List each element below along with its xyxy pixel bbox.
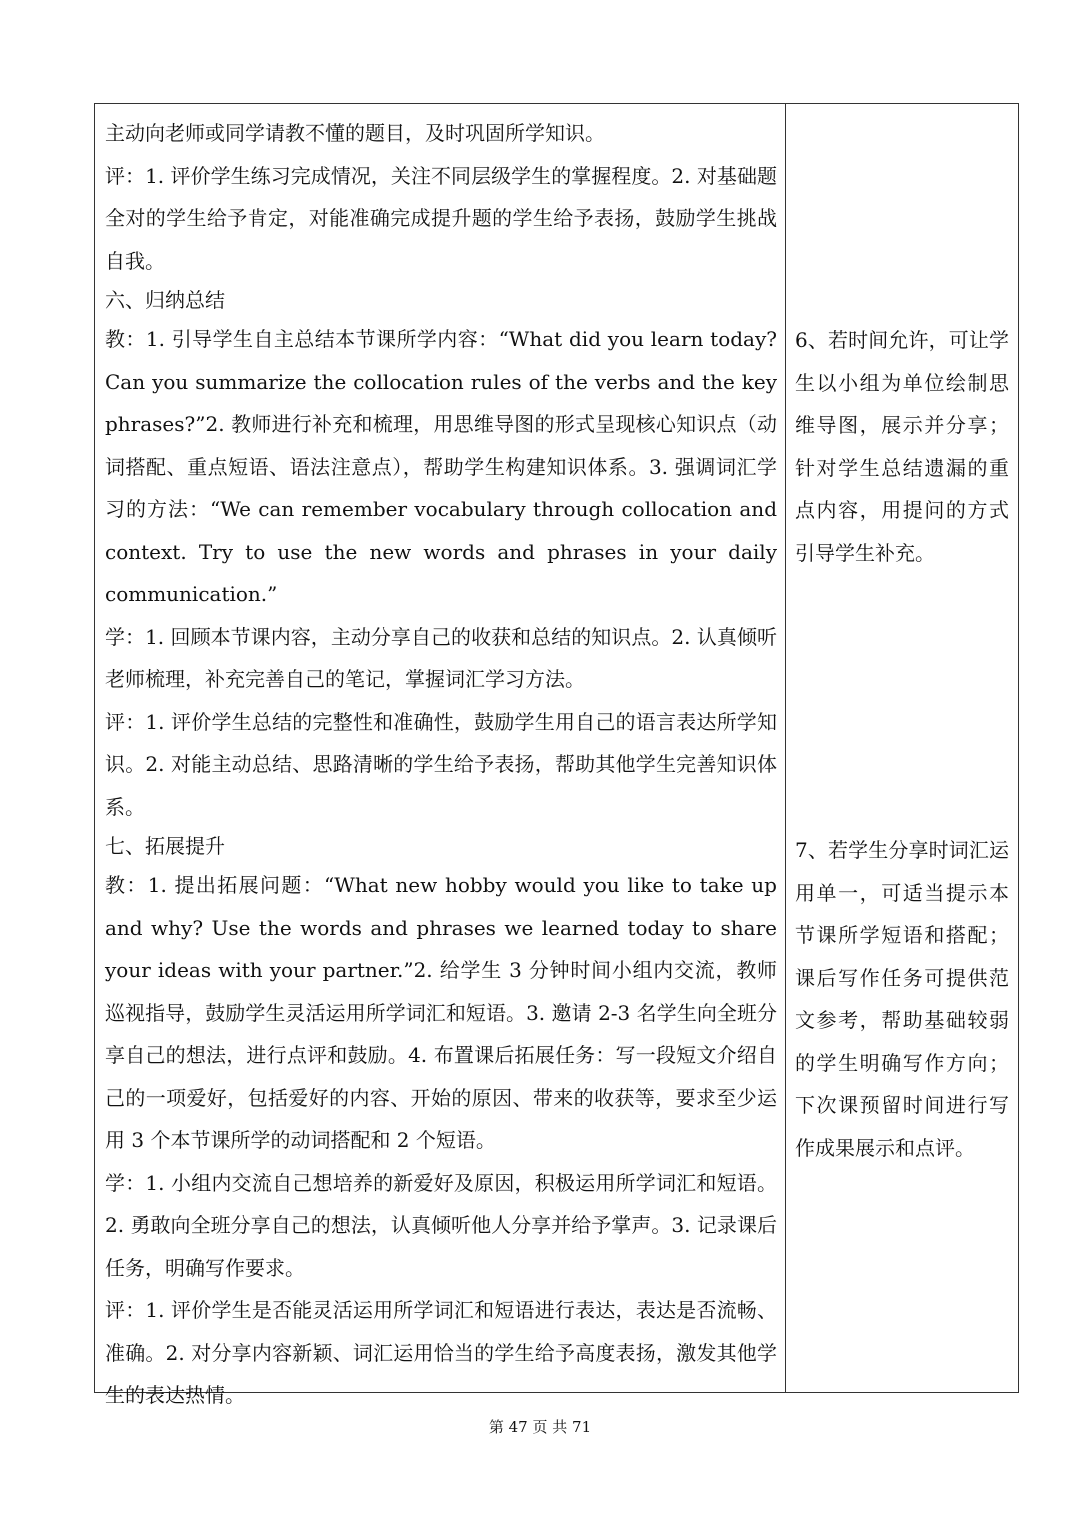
- side-note-6: [795, 319, 1009, 574]
- page-number: 第 47 页 共 71: [488, 1418, 592, 1436]
- column-divider: [785, 104, 786, 1392]
- paragraph-student-extension: 学：1. 小组内交流自己想培养的新爱好及原因，积极运用所学词汇和短语。2. 勇敢向全班分享自己的想法，认真倾听他人分享并给予掌声。3. 记录课后任务，明确写作要求。: [105, 1170, 777, 1280]
- section-heading-extension: 七、拓展提升: [105, 834, 225, 858]
- side-note-7-text: 7、若学生分享时词汇运用单一，可适当提示本节课所学短语和搭配；课后写作任务可提供范文参考，帮助基础较弱的学生明确写作方向；下次课预留时间进行写作成果展示和点评。: [795, 838, 1009, 1160]
- section-heading-summary: 六、归纳总结: [105, 288, 225, 312]
- side-note-6-text: 6、若时间允许，可让学生以小组为单位绘制思维导图，展示并分享；针对学生总结遗漏的重点内容，用提问的方式引导学生补充。: [795, 328, 1009, 565]
- side-note-7: [795, 829, 1009, 1169]
- paragraph-teacher-extension: 教：1. 提出拓展问题：“What new hobby would you like to take up and why? Use the words and phrases we learned today to share your ideas with your partner.”2. 给学生 3 分钟时间小组内交流，教师巡视指导，鼓励学生灵活运用所学词汇和短语。3. 邀请 2-3 名学生向全班分享自己的想法，进行点评和鼓励。4. 布置课后拓展任务：写一段短文介绍自己的一项爱好，包括爱好的内容、开始的原因、带来的收获等，要求至少运用 3 个本节课所学的动词搭配和 2 个短语。: [105, 873, 777, 1152]
- paragraph-consolidate: 主动向老师或同学请教不懂的题目，及时巩固所学知识。: [105, 121, 605, 145]
- paragraph-student-summary: 学：1. 回顾本节课内容，主动分享自己的收获和总结的知识点。2. 认真倾听老师梳理，补充完善自己的笔记，掌握词汇学习方法。: [105, 624, 777, 691]
- paragraph-evaluation-summary: 评：1. 评价学生总结的完整性和准确性，鼓励学生用自己的语言表达所学知识。2. 对能主动总结、思路清晰的学生给予表扬，帮助其他学生完善知识体系。: [105, 709, 777, 819]
- paragraph-teacher-summary: 教：1. 引导学生自主总结本节课所学内容：“What did you learn today? Can you summarize the collocation rules of the verbs and the key phrases?”2. 教师进行补充和梳理，用思维导图的形式呈现核心知识点（动词搭配、重点短语、语法注意点），帮助学生构建知识体系。3. 强调词汇学习的方法：“We can remember vocabulary through collocation and context. Try to use the new words and phrases in your daily communication.”: [105, 327, 777, 606]
- lesson-plan-table: [94, 103, 1019, 1407]
- paragraph-evaluation-extension: 评：1. 评价学生是否能灵活运用所学词汇和短语进行表达，表达是否流畅、准确。2. 对分享内容新颖、词汇运用恰当的学生给予高度表扬，激发其他学生的表达热情。: [105, 1298, 777, 1407]
- paragraph-evaluation-practice: 评：1. 评价学生练习完成情况，关注不同层级学生的掌握程度。2. 对基础题全对的学生给予肯定，对能准确完成提升题的学生给予表扬，鼓励学生挑战自我。: [105, 163, 777, 273]
- teaching-process-column: [105, 112, 777, 1417]
